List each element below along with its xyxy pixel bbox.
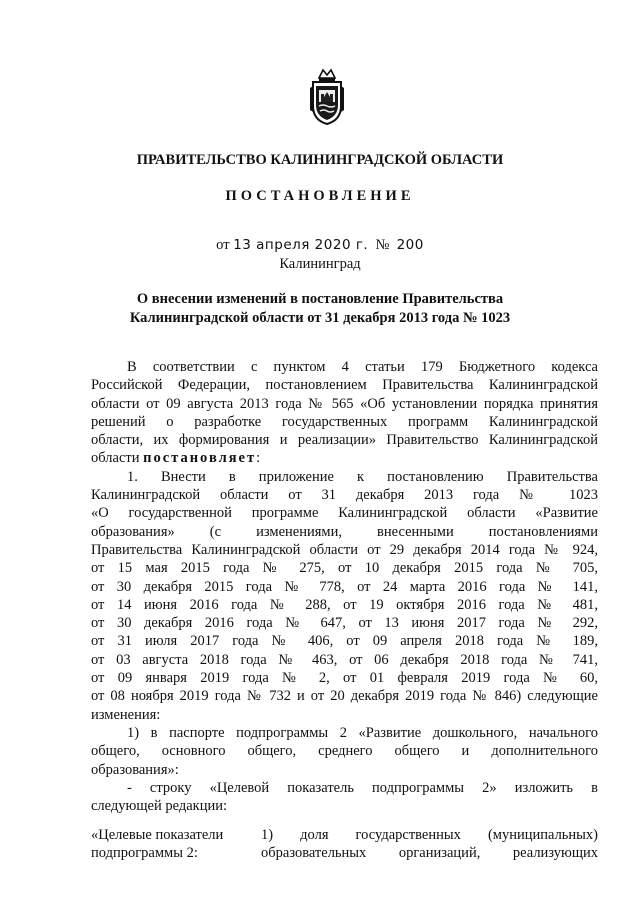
spaced-word-tail: :	[256, 450, 261, 467]
coat-of-arms-icon	[308, 66, 346, 126]
table-right-line: 1) доля государственных (муниципальных)	[261, 827, 598, 843]
number-sign: №	[375, 237, 390, 253]
body-line: 1) в паспорте подпрограммы 2 «Развитие дошкольного, начального	[127, 724, 598, 741]
body-line: 1. Внести в приложение к постановлению Правительства	[127, 468, 598, 485]
body-line: области от 09 августа 2013 года № 565 «Об установлении порядка принятия	[91, 395, 598, 412]
body-line: Калининградской области от 31 декабря 2013 года № 1023	[91, 487, 598, 504]
body-line	[91, 449, 598, 467]
table-left-line: подпрограммы 2:	[91, 845, 198, 862]
body-line: от 09 января 2019 года № 2, от 01 февраля 2019 года № 60,	[91, 670, 598, 687]
body-line: области, их формирования и реализации» Правительство Калининградской	[91, 432, 598, 449]
body-line: от 03 августа 2018 года № 463, от 06 декабря 2018 года № 741,	[91, 651, 598, 668]
body-line: изменения:	[91, 706, 161, 723]
body-line: от 08 ноября 2019 года № 732 и от 20 декабря 2019 года № 846) следующие	[91, 688, 598, 705]
body-line: от 14 июня 2016 года № 288, от 19 октября 2016 года № 481,	[91, 596, 598, 613]
document-title	[0, 290, 640, 328]
table-right-line: образовательных организаций, реализующих	[261, 845, 598, 862]
body-line: Правительства Калининградской области от 29 декабря 2014 года № 924,	[91, 541, 598, 558]
body-line: образования»:	[91, 761, 179, 778]
document-number: 200	[396, 237, 424, 253]
body-line: «О государственной программе Калининградской области «Развитие	[91, 505, 598, 522]
body-line: образования» (с изменениями, внесенными постановлениями	[91, 523, 598, 540]
body-line: В соответствии с пунктом 4 статьи 179 Бюджетного кодекса	[127, 359, 598, 375]
document-type: ПОСТАНОВЛЕНИЕ	[225, 188, 415, 204]
title-line-1: О внесении изменений в постановление Правительства	[136, 291, 504, 307]
body-line: от 15 мая 2015 года № 275, от 10 декабря 2015 года № 705,	[91, 560, 598, 577]
table-right-cell	[261, 826, 598, 863]
body-line: общего, основного общего, среднего общего и дополнительного	[91, 743, 598, 760]
document-body	[91, 358, 598, 815]
table-left-line: «Целевые показатели	[91, 827, 224, 843]
body-line: решений о разработке государственных программ Калининградской	[91, 413, 598, 430]
body-line-text: области	[91, 450, 144, 467]
body-line: Российской Федерации, постановлением Правительства Калининградской	[91, 377, 598, 394]
city: Калининград	[279, 256, 361, 272]
title-line-2: Калининградской области от 31 декабря 2013 года № 1023	[129, 310, 511, 326]
body-line: следующей редакции:	[91, 798, 228, 815]
document-date: 13 апреля 2020 г.	[233, 237, 369, 253]
body-line: от 31 июля 2017 года № 406, от 09 апреля 2018 года № 189,	[91, 633, 598, 650]
body-line: от 30 декабря 2016 года № 647, от 13 июня 2017 года № 292,	[91, 615, 598, 632]
table-left-cell	[91, 826, 256, 863]
body-line: - строку «Целевой показатель подпрограммы 2» изложить в	[127, 779, 598, 796]
organization-name: ПРАВИТЕЛЬСТВО КАЛИНИНГРАДСКОЙ ОБЛАСТИ	[136, 152, 504, 168]
spaced-word: постановляет	[143, 450, 257, 467]
body-line: от 30 декабря 2015 года № 778, от 24 марта 2016 года № 141,	[91, 578, 598, 595]
date-prefix: от	[216, 237, 230, 253]
date-number-line	[0, 237, 640, 254]
